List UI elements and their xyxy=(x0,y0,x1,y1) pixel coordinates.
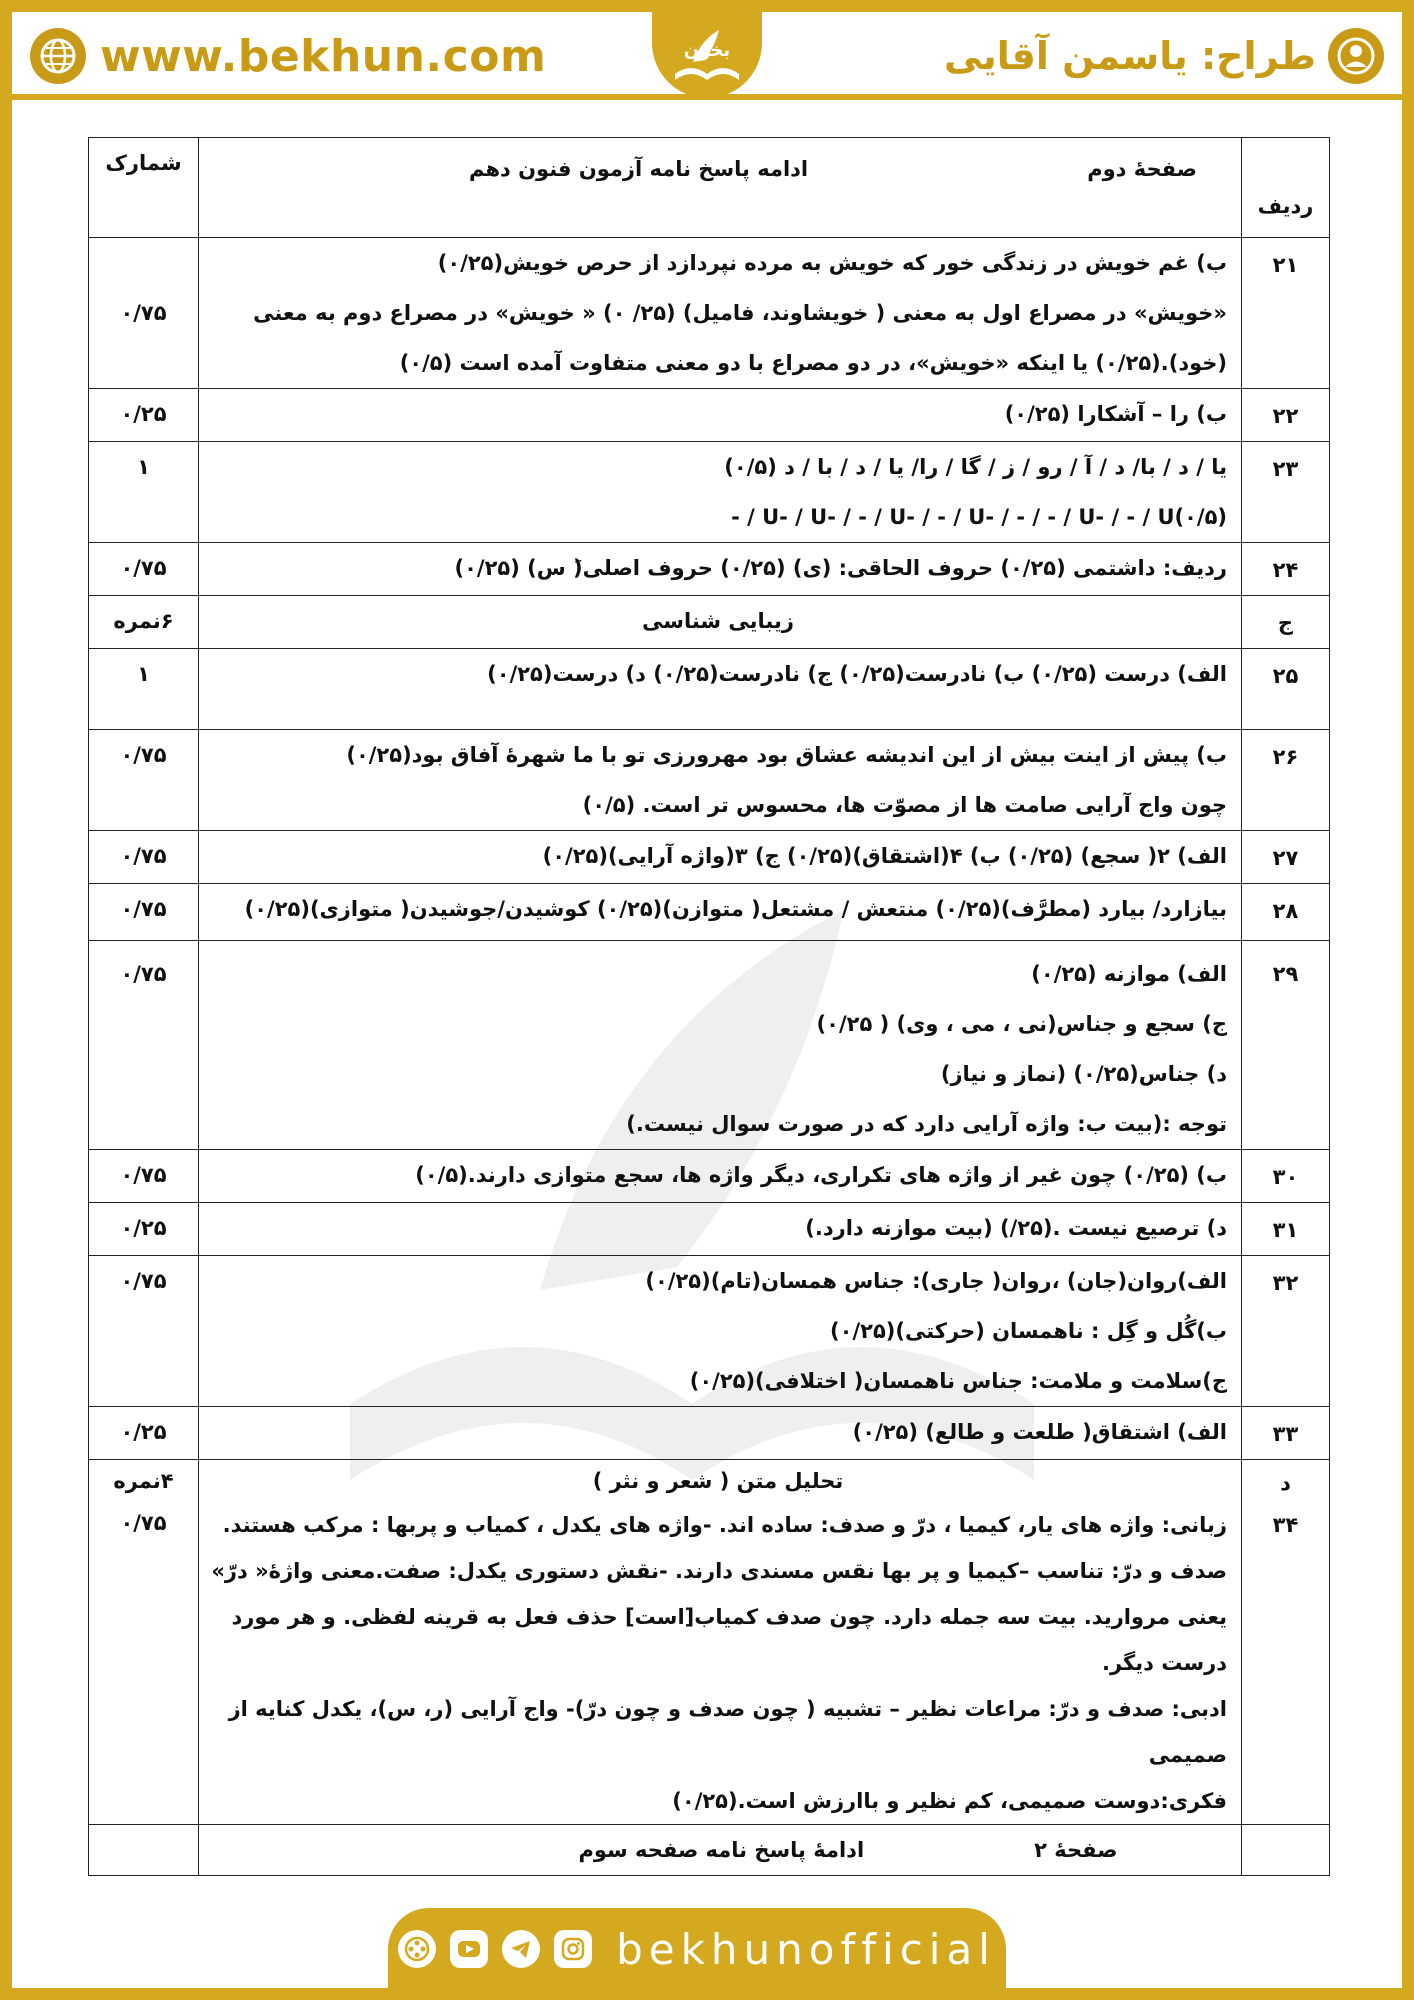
row-number: ۲۷ xyxy=(1242,831,1330,884)
row-score: ۰/۲۵ xyxy=(89,389,199,442)
site-url[interactable]: www.bekhun.com xyxy=(100,30,547,82)
section-score: ۴نمره xyxy=(113,1469,174,1493)
answer-cell xyxy=(199,1203,1242,1256)
answer-cell xyxy=(199,730,1242,831)
answer-line: درست دیگر. xyxy=(1102,1651,1227,1675)
answer-cell xyxy=(199,238,1242,389)
row-number: ۳۰ xyxy=(1242,1150,1330,1203)
answer-line: ب) (۰/۲۵) چون غیر از واژه های تکراری، دیگر واژه ها، سجع متوازی دارند.(۰/۵) xyxy=(415,1163,1227,1187)
table-row xyxy=(89,730,1330,831)
row-number: ۲۵ xyxy=(1242,649,1330,730)
table-title-cell xyxy=(199,138,1242,238)
row-column-header: ردیف xyxy=(1242,138,1330,238)
row-score: ۰/۷۵ xyxy=(89,941,199,1150)
section-score: ۶نمره xyxy=(89,596,199,649)
table-row xyxy=(89,543,1330,596)
row-number: ۲۱ xyxy=(1242,238,1330,389)
answer-line: الف)روان(جان) ،روان( جاری): جناس همسان(تام)(۰/۲۵) xyxy=(645,1269,1227,1293)
answer-line: یعنی مروارید. بیت سه جمله دارد. چون صدف کمیاب[است] حذف فعل به قرینه لفظی. و هر مورد xyxy=(231,1605,1227,1629)
row-score: ۰/۷۵ xyxy=(89,238,199,389)
table-row xyxy=(89,389,1330,442)
page-number: صفحۀ ۲ xyxy=(1034,1838,1118,1862)
answer-cell xyxy=(199,1407,1242,1460)
answer-line: صدف و درّ: تناسب –کیمیا و پر بها نقس مسندی دارند. -نقش دستوری یکدل: صفت.معنی واژۀ« درّ» xyxy=(211,1559,1227,1583)
row-number: ۳۲ xyxy=(1242,1256,1330,1407)
row-score-34: ۰/۷۵ xyxy=(120,1511,167,1535)
table-row xyxy=(89,831,1330,884)
answer-cell xyxy=(199,543,1242,596)
designer-name: طراح: یاسمن آقایی xyxy=(944,34,1316,78)
answer-cell xyxy=(199,1256,1242,1407)
row-score: ۱ xyxy=(89,442,199,543)
answer-line: چون واج آرایی صامت ها از مصوّت ها، محسوس تر است. (۰/۵) xyxy=(582,793,1227,817)
row-score: ۰/۷۵ xyxy=(89,1150,199,1203)
row-number: ۲۸ xyxy=(1242,884,1330,941)
answer-cell xyxy=(199,442,1242,543)
row-score: ۰/۲۵ xyxy=(89,1407,199,1460)
answer-cell xyxy=(199,1460,1242,1825)
table-row xyxy=(89,238,1330,389)
social-handle[interactable]: bekhunofficial xyxy=(616,1924,996,1974)
row-score: ۰/۷۵ xyxy=(89,543,199,596)
answer-line: ب) پیش از اینت بیش از این اندیشه عشاق بود مهرورزی تو با ما شهرۀ آفاق بود(۰/۲۵) xyxy=(346,743,1227,767)
table-row xyxy=(89,1150,1330,1203)
answer-line: ب) را – آشکارا (۰/۲۵) xyxy=(1004,402,1227,426)
answer-cell xyxy=(199,1150,1242,1203)
row-score: ۱ xyxy=(89,649,199,730)
answer-line: الف) موازنه (۰/۲۵) xyxy=(1031,962,1227,986)
answer-table xyxy=(88,137,1330,1876)
row-number: ۲۶ xyxy=(1242,730,1330,831)
answer-line: د) ترصیع نیست .(۲۵/) (بیت موازنه دارد.) xyxy=(805,1216,1227,1240)
answer-line: ب) غم خویش در زندگی خور که خویش به مرده نپردازد از حرص خویش(۰/۲۵) xyxy=(437,251,1227,275)
designer-credit xyxy=(944,28,1384,84)
answer-line: ب)گُل و گِل : ناهمسان (حرکتی)(۰/۲۵) xyxy=(830,1319,1227,1343)
answer-line xyxy=(209,699,1227,729)
answer-cell xyxy=(199,389,1242,442)
empty-cell xyxy=(89,1825,199,1876)
site-link[interactable] xyxy=(30,28,546,84)
answer-line: - / U- / U- / - / U- / - / U- / - / - / U- / - / U(۰/۵) xyxy=(731,505,1227,529)
answer-line: الف) اشتقاق( طلعت و طالع) (۰/۲۵) xyxy=(852,1420,1227,1444)
row-score: ۰/۷۵ xyxy=(89,730,199,831)
answer-line: زبانی: واژه های یار، کیمیا ، درّ و صدف: ساده اند. -واژه های یکدل ، کمیاب و پربها : مرکب هستند. xyxy=(222,1513,1227,1537)
table-row xyxy=(89,442,1330,543)
row-score: ۰/۷۵ xyxy=(89,1256,199,1407)
row-number: ۳۱ xyxy=(1242,1203,1330,1256)
table-row xyxy=(89,941,1330,1150)
row-score: ۰/۷۵ xyxy=(89,831,199,884)
table-footer-row xyxy=(89,1825,1330,1876)
answer-cell xyxy=(199,884,1242,941)
header-bar xyxy=(12,12,1402,100)
answer-line: د) جناس(۰/۲۵) (نماز و نیاز) xyxy=(940,1062,1227,1086)
sheet-title: ادامه پاسخ نامه آزمون فنون دهم xyxy=(469,157,809,181)
answer-line: (خود).(۰/۲۵) یا اینکه «خویش»، در دو مصراع با دو معنی متفاوت آمده است (۰/۵) xyxy=(399,351,1227,375)
telegram-icon[interactable] xyxy=(502,1930,540,1968)
answer-line xyxy=(209,934,1227,940)
row-number: ۲۹ xyxy=(1242,941,1330,1150)
book-logo-icon xyxy=(665,18,749,92)
row-score: ۰/۷۵ xyxy=(89,884,199,941)
answer-line: صمیمی xyxy=(1148,1743,1227,1767)
score-column-header: شمارک xyxy=(89,138,199,238)
row-score: ۰/۲۵ xyxy=(89,1203,199,1256)
answer-cell xyxy=(199,831,1242,884)
logo-text: بخون xyxy=(683,40,731,61)
section-letter: د xyxy=(1280,1471,1291,1495)
youtube-icon[interactable] xyxy=(450,1930,488,1968)
row-number: ۲۳ xyxy=(1242,442,1330,543)
film-icon[interactable] xyxy=(398,1930,436,1968)
section-title: تحلیل متن ( شعر و نثر ) xyxy=(592,1469,844,1493)
answer-line: توجه :(بیت ب: واژه آرایی دارد که در صورت سوال نیست.) xyxy=(626,1112,1227,1136)
table-row xyxy=(89,1407,1330,1460)
table-row xyxy=(89,1256,1330,1407)
row-number-34: ۳۴ xyxy=(1272,1513,1299,1537)
row-number xyxy=(1242,1460,1330,1825)
section-letter: ج xyxy=(1242,596,1330,649)
social-footer xyxy=(388,1908,1006,1990)
answer-line: ج)سلامت و ملامت: جناس ناهمسان( اختلافی)(۰/۲۵) xyxy=(689,1369,1227,1393)
answer-line: فکری:دوست صمیمی، کم نظیر و باارزش است.(۰/۲۵) xyxy=(672,1789,1227,1813)
row-score xyxy=(89,1460,199,1825)
table-row xyxy=(89,1203,1330,1256)
answer-cell xyxy=(199,649,1242,730)
table-header-row xyxy=(89,138,1330,238)
table-row xyxy=(89,649,1330,730)
logo xyxy=(652,12,762,98)
footer-cell xyxy=(199,1825,1242,1876)
answer-line: ادبی: صدف و درّ: مراعات نظیر – تشبیه ( چون صدف و چون درّ)- واج آرایی (ر، س)، یکدل کنایه از xyxy=(228,1697,1227,1721)
answer-line: ردیف: داشتمی (۰/۲۵) حروف الحاقی: (ی) (۰/۲۵) حروف اصلی(َ س) (۰/۲۵) xyxy=(454,556,1227,580)
empty-cell xyxy=(1242,1825,1330,1876)
answer-line: الف) ۲( سجع) (۰/۲۵) ب) ۴(اشتقاق)(۰/۲۵) ج) ۳(واژه آرایی)(۰/۲۵) xyxy=(542,844,1227,868)
answer-line: بیازارد/ بیارد (مطرَّف)(۰/۲۵) منتعش / مشتعل( متوازن)(۰/۲۵) کوشیدن/جوشیدن( متوازی)(۰/۲۵) xyxy=(244,897,1227,921)
page-label: صفحۀ دوم xyxy=(1087,157,1197,181)
row-number: ۲۴ xyxy=(1242,543,1330,596)
row-number: ۳۳ xyxy=(1242,1407,1330,1460)
section-title: زیبایی شناسی xyxy=(199,596,1242,649)
answer-cell xyxy=(199,941,1242,1150)
table-row xyxy=(89,1460,1330,1825)
continue-note: ادامۀ پاسخ نامه صفحه سوم xyxy=(578,1838,865,1862)
answer-line: ج) سجع و جناس(نی ، می ، وی) ( ۰/۲۵) xyxy=(816,1012,1227,1036)
section-row xyxy=(89,596,1330,649)
globe-icon xyxy=(30,28,86,84)
instagram-icon[interactable] xyxy=(554,1930,592,1968)
answer-line: یا / د / با/ د / آ / رو / ز / گا / را/ یا / د / با / د (۰/۵) xyxy=(724,455,1227,479)
answer-line: الف) درست (۰/۲۵) ب) نادرست(۰/۲۵) ج) نادرست(۰/۲۵) د) درست(۰/۲۵) xyxy=(487,662,1227,686)
answer-sheet-page xyxy=(12,12,1402,1988)
user-icon xyxy=(1328,28,1384,84)
table-row xyxy=(89,884,1330,941)
row-number: ۲۲ xyxy=(1242,389,1330,442)
answer-line: «خویش» در مصراع اول به معنی ( خویشاوند، فامیل) (۲۵/ ۰) « خویش» در مصراع دوم به معنی xyxy=(253,301,1227,325)
